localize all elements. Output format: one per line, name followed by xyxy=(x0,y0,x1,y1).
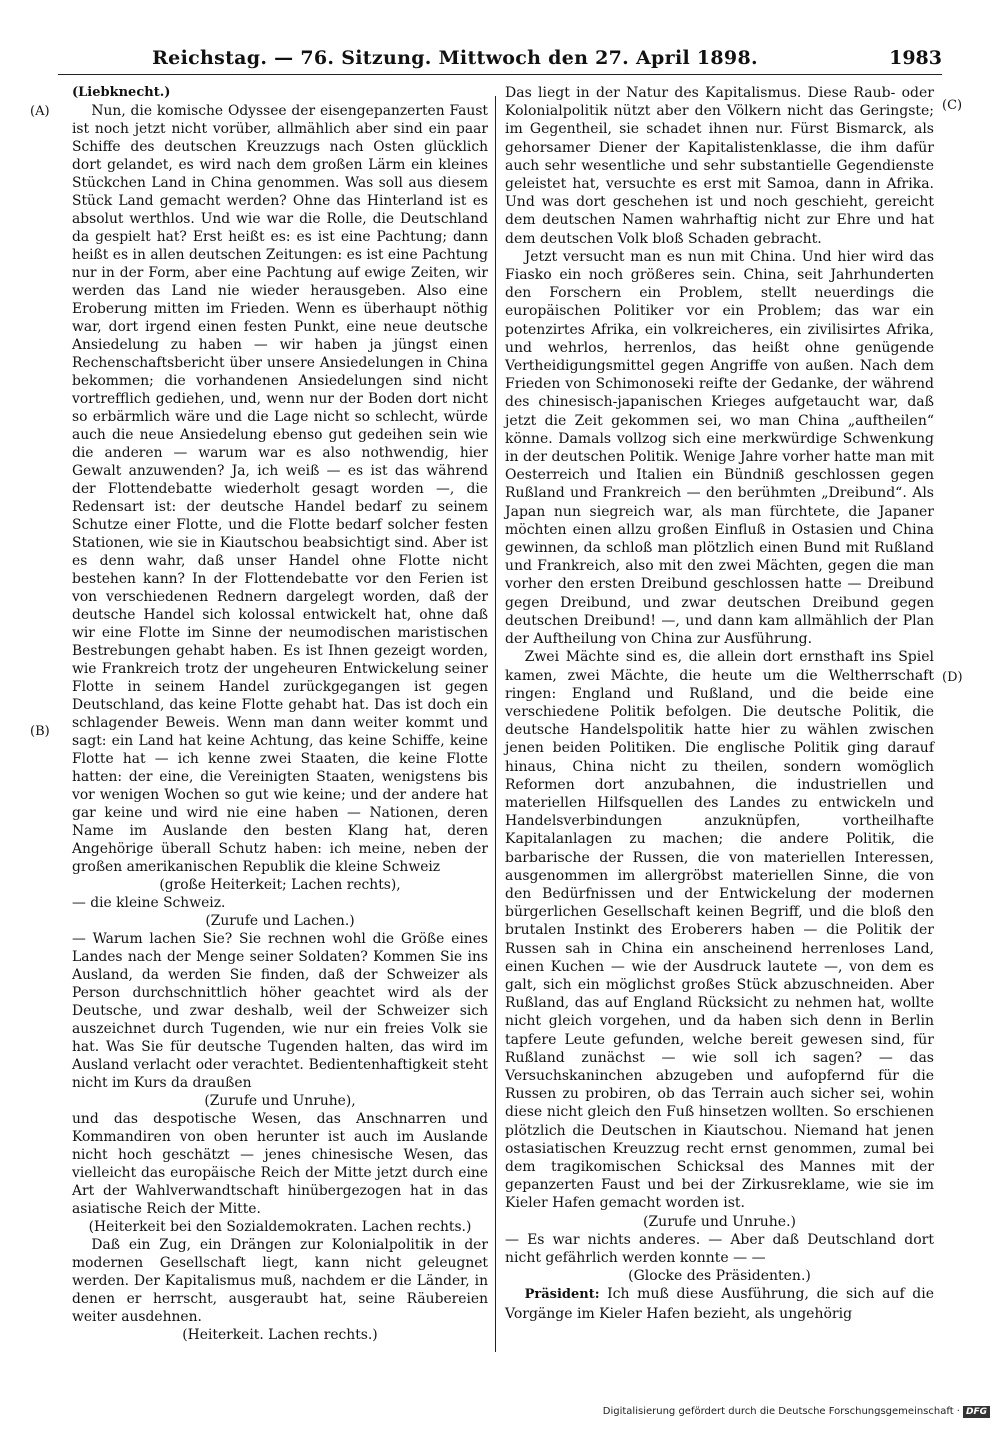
interjection: (Zurufe und Lachen.) xyxy=(205,913,355,929)
paragraph: Das liegt in der Natur des Kapitalismus. Diese Raub- oder Kolonialpolitik nützt aber den Völkern nicht das Geringste; im Gegentheil, sie schadet ihnen nur. Fürst Bismarck, als gehorsamer Diener der Kapitalistenklasse, die ihm dafür auch sehr wesentliche und sehr substantielle Gegendienste geleistet hat, versuchte es erst mit Samoa, dann in Afrika. Und was dort geschehen ist und noch geschieht, gereicht dem deutschen Namen wahrhaftig nicht zur Ehre und hat dem deutschen Volk bloß Schaden gebracht. xyxy=(505,85,934,247)
paragraph: Nun, die komische Odyssee der eisengepanzerten Faust ist noch jetzt nicht vorüber, allmählich aber sind ein paar Schiffe des deutschen Kreuzzugs nach Osten glücklich dort gelandet, es wird nach dem großen Lärm ein kleines Stückchen Land in China genommen. Was soll aus diesem Stück Land gemacht werden? Ohne das Hinterland ist es absolut werthlos. Und wie war die Rolle, die Deutschland da gespielt hat? Erst heißt es: es ist eine Pachtung; dann heißt es in allen deutschen Zeitungen: es ist eine Pachtung nur in der Form, aber eine Pachtung auf ewige Zeiten, wir werden das Land nie wieder herausgeben. Also eine Eroberung mitten im Frieden. Wenn es überhaupt nöthig war, dort irgend einen festen Punkt, eine neue deutsche Ansiedelung zu haben — wir haben ja jüngst einen Rechenschaftsbericht über unsere Ansiedelungen in China bekommen; die vorhandenen Ansiedelungen sind nicht vortrefflich gediehen, und, wenn nur der Boden dort nicht so erbärmlich wäre und die Lage nicht so schlecht, würde auch die neue Ansiedelung ebenso gut gedeihen sein wie die anderen — warum war es also nothwendig, hier Gewalt anzuwenden? Ja, ich weiß — es ist das während der Flottendebatte wiederholt gesagt worden —, die Redensart ist: der deutsche Handel bedarf zu seinem Schutze einer Flotte, und die Flotte bedarf solcher festen Stationen, wie sie in Kiautschou beabsichtigt sind. Aber ist es denn wahr, daß unser Handel ohne Flotte nicht bestehen kann? In der Flottendebatte vor den Ferien ist von verschiedenen Rednern dargelegt worden, daß der deutsche Handel sich kolossal entwickelt hat, ohne daß wir eine Flotte im Sinne der neumodischen maristischen Bestrebungen gehabt haben. Es ist Ihnen gezeigt worden, wie Frankreich trotz der ungeheuren Entwickelung seiner Flotte in seinem Handel zurückgegangen ist gegen Deutschland, das keine Flotte gehabt hat. Das ist doch ein schlagender Beweis. Wenn man dann weiter kommt und sagt: ein Land hat keine Achtung, das keine Schiffe, keine Flotte hat — ich kenne zwei Staaten, die keine Flotte hatten: der eine, die Vereinigten Staaten, wenigstens bis vor wenigen Wochen so gut wie keine; und der andere hat gar keine und wird nie eine haben — Nationen, deren Name im Auslande den besten Klang hat, deren Angehörige überall Schutz haben: ich meine, neben der großen amerikanischen Republik die kleine Schweiz xyxy=(72,103,488,875)
margin-marker-c: (C) xyxy=(942,98,963,113)
paragraph: Jetzt versucht man es nun mit China. Und hier wird das Fiasko ein noch größeres sein. China, seit Jahrhunderten den Forschern ein Problem, stellt neuerdings die europäischen Politiker vor ein Problem; das war ein potenzirtes Afrika, ein volkreicheres, ein zivilisirtes Afrika, und wehrlos, herrenlos, das heißt ohne genügende Vertheidigungsmittel gegen Angriffe von außen. Nach dem Frieden von Schimonoseki reifte der Gedanke, der während des chinesisch-japanischen Krieges aufgetaucht war, daß jetzt die Zeit gekommen sei, wo man China „auftheilen“ könne. Damals vollzog sich eine merkwürdige Schwenkung in der deutschen Politik. Wenige Jahre vorher hatte man mit Oesterreich und Italien ein Bündniß geschlossen gegen Rußland und Frankreich — den berühmten „Dreibund“. Als Japan nun siegreich war, als man fürchtete, die Japaner möchten einen allzu großen Einfluß in Ostasien und China gewinnen, da schloß man plötzlich einen Bund mit Rußland und Frankreich, also mit den zwei Mächten, gegen die man vorher den ersten Dreibund geschlossen hatte — Dreibund gegen Dreibund, und zwar deutschen Dreibund gegen deutschen Dreibund! —, und dann kam allmählich der Plan der Auftheilung von China zur Ausführung. xyxy=(505,248,934,648)
paragraph: — Warum lachen Sie? Sie rechnen wohl die Größe eines Landes nach der Menge seiner Soldaten? Kommen Sie ins Ausland, da werden Sie finden, daß der Schweizer als Person durchschnittlich höher geachtet wird als der Deutsche, und zwar deshalb, weil der Schweizer sich auszeichnet durch Tugenden, wie nur ein freies Volk sie hat. Was Sie für deutsche Tugenden halten, das wird im Ausland verlacht oder verachtet. Bedientenhaftigkeit steht nicht im Kurs da draußen xyxy=(72,931,488,1091)
speaker-label: (Liebknecht.) xyxy=(72,85,171,100)
footer-text: Digitalisierung gefördert durch die Deutsche Forschungsgemeinschaft · xyxy=(602,1406,960,1417)
running-title: Reichstag. — 76. Sitzung. Mittwoch den 27. April 1898. xyxy=(152,47,758,69)
column-divider xyxy=(495,96,496,1352)
right-column xyxy=(505,84,934,1323)
speaker-label: Präsident: xyxy=(524,1287,600,1303)
president-statement xyxy=(505,1285,934,1322)
paragraph: — die kleine Schweiz. xyxy=(72,895,226,911)
left-column xyxy=(72,84,488,1344)
paragraph: — Es war nichts anderes. — Aber daß Deutschland dort nicht gefährlich werden konnte — — xyxy=(505,1231,934,1266)
paragraph: Daß ein Zug, ein Drängen zur Kolonialpolitik in der modernen Gesellschaft liegt, kann nicht geleugnet werden. Der Kapitalismus muß, nachdem er die Länder, in denen er herrscht, ausgeraubt hat, seine Räubereien weiter ausdehnen. xyxy=(72,1237,488,1325)
interjection: (Heiterkeit bei den Sozialdemokraten. Lachen rechts.) xyxy=(88,1219,472,1235)
interjection: (Glocke des Präsidenten.) xyxy=(628,1268,811,1285)
interjection: (Zurufe und Unruhe), xyxy=(204,1093,356,1109)
paragraph: und das despotische Wesen, das Anschnarren und Kommandiren von oben herunter ist auch im Auslande nicht hoch geschätzt — jenes chinesische Wesen, das vielleicht das europäische Reich der Mitte jetzt durch eine Art der Wahlverwandtschaft hinübergezogen hat in das asiatische Reich der Mitte. xyxy=(72,1111,488,1217)
interjection: (Zurufe und Unruhe.) xyxy=(642,1213,796,1230)
footer-credit xyxy=(603,1406,990,1418)
page-number: 1983 xyxy=(889,47,942,69)
statement-text: Ich muß diese Ausführung, die sich auf die Vorgänge im Kieler Hafen bezieht, als ungehörig xyxy=(505,1286,934,1322)
interjection: (große Heiterkeit; Lachen rechts), xyxy=(159,877,401,893)
dfg-logo: DFG xyxy=(963,1406,990,1418)
interjection: (Heiterkeit. Lachen rechts.) xyxy=(182,1327,378,1343)
margin-marker-d: (D) xyxy=(942,670,963,685)
margin-marker-b: (B) xyxy=(30,724,50,739)
margin-marker-a: (A) xyxy=(30,104,50,119)
page-header xyxy=(58,44,942,75)
paragraph: Zwei Mächte sind es, die allein dort ernsthaft ins Spiel kamen, zwei Mächte, die heute um die Weltherrschaft ringen: England und Rußland, und die beide eine verschiedene Politik befolgen. Die deutsche Politik, die deutsche Handelspolitik hatte hier zu wählen zwischen jenen beiden Politiken. Die englische Politik ging darauf hinaus, China nicht zu theilen, sondern womöglich Reformen dort anzubahnen, die industriellen und materiellen Hilfsquellen des Landes zu entwickeln und Handelsverbindungen anzuknüpfen, vortheilhafte Kapitalanlagen zu machen; die andere Politik, die barbarische der Russen, die von materiellen Interessen, ausgenommen im allergröbst materiellen Sinne, die von den Bedürfnissen und der Entwickelung der modernen bürgerlichen Gesellschaft keinen Begriff, und die bloß den brutalen Instinkt des Eroberers haben — die Politik der Russen sah in China ein anscheinend herrenloses Land, einen Kuchen — wie der Ausdruck lautete —, von dem es galt, sich ein möglichst großes Stück abzuschneiden. Aber Rußland, das auf England Rücksicht zu nehmen hat, wollte nicht gleich vorgehen, und da haben sich denn in Berlin tapfere Leute gefunden, welche bereit gewesen sind, für Rußland zunächst — wie soll ich sagen? — das Versuchskaninchen abzugeben und aufopfernd für die Russen zu probiren, ob das Terrain auch sicher sei, wohin diese nicht gleich den Fuß hinsetzen wollten. So erschienen plötzlich die Deutschen in Kiautschou. Niemand hat jenen ostasiatischen Kreuzzug recht ernst genommen, zumal bei dem tragikomischen Schicksal des Mannes mit der gepanzerten Faust und bei der Zirkusreklame, wie sie im Kieler Hafen gemacht worden ist. xyxy=(505,649,934,1212)
